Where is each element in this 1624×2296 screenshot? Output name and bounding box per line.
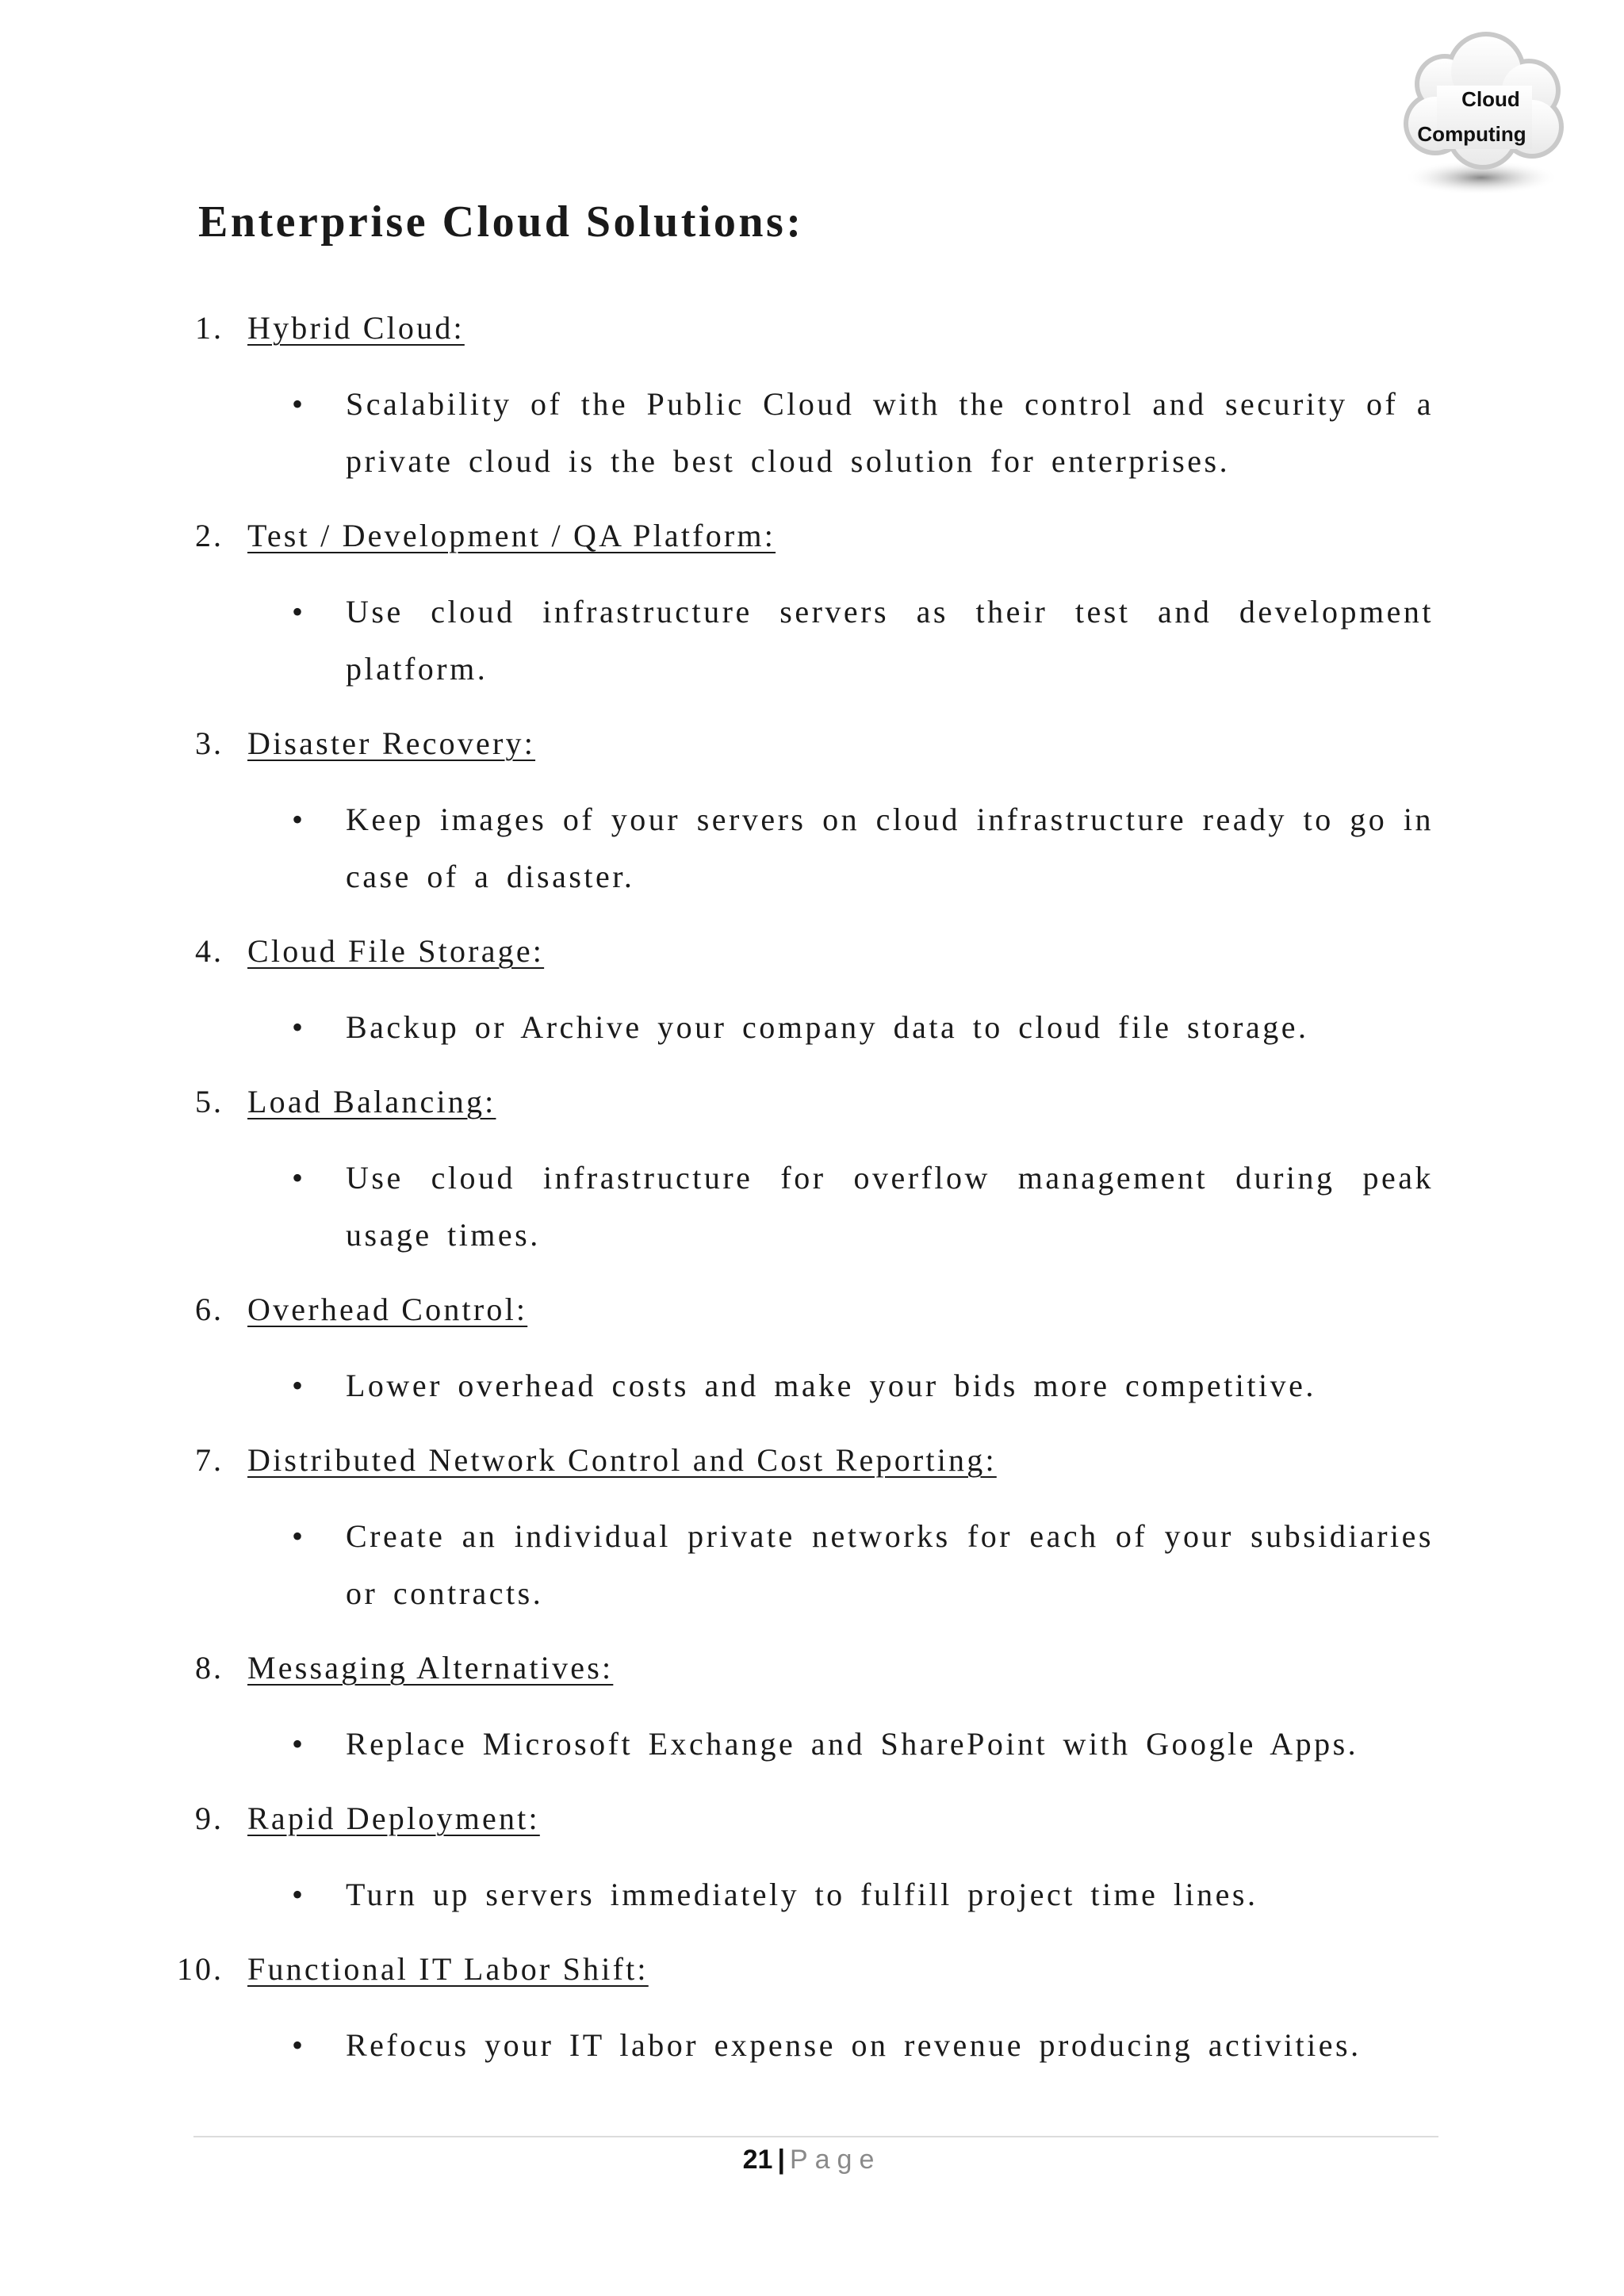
bullet-icon: • (292, 1009, 304, 1045)
page-number: 21 (742, 2145, 773, 2175)
logo-text-line2: Computing (1417, 122, 1526, 146)
list-item (0, 720, 1624, 928)
item-heading: Messaging Alternatives: (247, 1650, 614, 1686)
item-number: 4. (195, 933, 224, 969)
list-item (0, 1437, 1624, 1644)
logo-text-line1: Cloud (1461, 87, 1520, 111)
item-heading: Load Balancing: (247, 1084, 496, 1119)
list-item (0, 304, 1624, 512)
item-number: 5. (195, 1084, 224, 1119)
bullet-text: Keep images of your servers on cloud infrastructure ready to go in case of a disaster. (346, 802, 1434, 894)
item-heading: Rapid Deployment: (247, 1800, 540, 1836)
item-number: 3. (195, 725, 224, 761)
list-item (0, 1644, 1624, 1795)
bullet-text: Use cloud infrastructure for overflow management during peak usage times. (346, 1160, 1434, 1253)
list-item (0, 1078, 1624, 1286)
item-heading: Disaster Recovery: (247, 725, 536, 761)
bullet-text: Turn up servers immediately to fulfill project time lines. (346, 1877, 1258, 1912)
page-label: Page (789, 2145, 882, 2175)
solutions-list (0, 304, 1624, 2096)
bullet-text: Backup or Archive your company data to cloud file storage. (346, 1009, 1309, 1045)
bullet-icon: • (292, 802, 304, 837)
bullet-icon: • (292, 1160, 304, 1196)
item-heading: Distributed Network Control and Cost Reporting: (247, 1442, 997, 1478)
item-number: 8. (195, 1650, 224, 1686)
item-heading: Hybrid Cloud: (247, 310, 465, 346)
bullet-text: Scalability of the Public Cloud with the control and security of a private cloud is the best cloud solution for enterprises. (346, 386, 1434, 479)
list-item (0, 512, 1624, 720)
item-number: 1. (195, 310, 224, 346)
footer-divider (193, 2136, 1438, 2137)
footer-separator: | (777, 2145, 785, 2175)
bullet-text: Create an individual private networks for each of your subsidiaries or contracts. (346, 1518, 1434, 1611)
item-number: 10. (177, 1951, 224, 1987)
cloud-computing-logo (1389, 22, 1573, 205)
item-number: 2. (195, 518, 224, 553)
item-heading: Cloud File Storage: (247, 933, 545, 969)
item-number: 6. (195, 1292, 224, 1327)
bullet-icon: • (292, 1368, 304, 1403)
bullet-text: Use cloud infrastructure servers as their test and development platform. (346, 594, 1434, 687)
bullet-text: Lower overhead costs and make your bids more competitive. (346, 1368, 1316, 1403)
item-heading: Functional IT Labor Shift: (247, 1951, 649, 1987)
page-title: Enterprise Cloud Solutions: (198, 197, 804, 247)
list-item (0, 928, 1624, 1078)
item-number: 7. (195, 1442, 224, 1478)
item-number: 9. (195, 1800, 224, 1836)
item-heading: Test / Development / QA Platform: (247, 518, 776, 553)
page-footer (0, 2141, 1624, 2179)
list-item (0, 1286, 1624, 1437)
bullet-icon: • (292, 1877, 304, 1912)
bullet-text: Refocus your IT labor expense on revenue producing activities. (346, 2027, 1362, 2063)
list-item (0, 1946, 1624, 2096)
bullet-text: Replace Microsoft Exchange and SharePoint with Google Apps. (346, 1726, 1359, 1762)
item-heading: Overhead Control: (247, 1292, 528, 1327)
bullet-icon: • (292, 1518, 304, 1554)
bullet-icon: • (292, 594, 304, 629)
cloud-icon (1389, 22, 1573, 205)
list-item (0, 1795, 1624, 1946)
bullet-icon: • (292, 386, 304, 422)
bullet-icon: • (292, 1726, 304, 1762)
bullet-icon: • (292, 2027, 304, 2063)
